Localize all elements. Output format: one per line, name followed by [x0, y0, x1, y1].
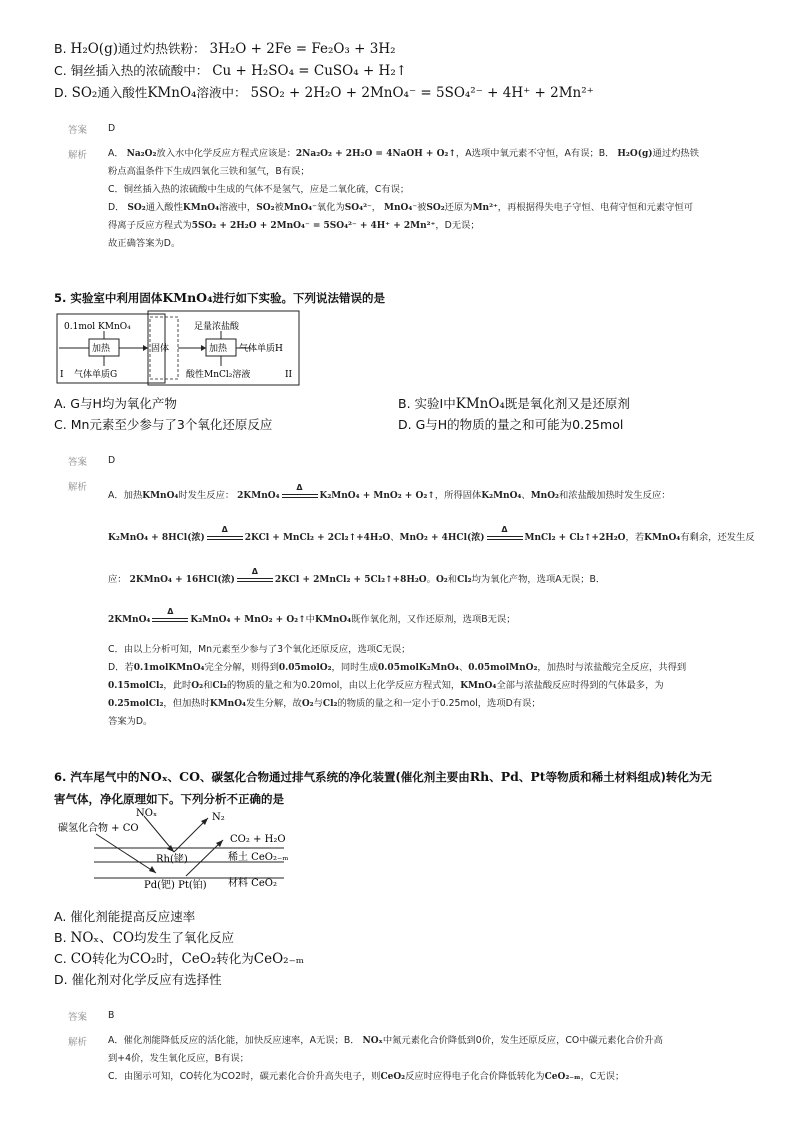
q4-analysis-line: C．铜丝插入热的浓硫酸中生成的气体不是氢气，应是二氧化硫，C有误；: [108, 184, 410, 195]
q6-diagram-pd: Pd(钯) Pt(铂): [144, 880, 207, 891]
analysis-label: 解析: [68, 482, 88, 493]
q6-diagram-nox: NOₓ: [136, 808, 158, 819]
q5-diagram-heat2: 加热: [209, 344, 228, 354]
q5-analysis-line: A．加热KMnO₄时发生反应： 2KMnO₄ Δ K₂MnO₄ + MnO₂ + O₂↑，所得固体K₂MnO₄、MnO₂和浓盐酸加热时发生反应：: [108, 482, 671, 501]
delta-arrow: Δ: [280, 489, 320, 503]
answer-label: 答案: [68, 1012, 88, 1023]
q5-option-d: D. G与H的物质的量之和可能为0.25mol: [398, 417, 624, 432]
q5-experiment-diagram: [56, 310, 302, 386]
q6-diagram-n2: N₂: [212, 812, 225, 823]
q5-diagram-part1: I: [60, 370, 64, 380]
delta-arrow: Δ: [485, 531, 525, 545]
q5-analysis-line: 0.15molCl₂，此时O₂和Cl₂的物质的量之和为0.20mol，由以上化学反应方程式知，KMnO₄全部与浓盐酸反应时得到的气体最多，为: [108, 680, 664, 691]
delta-arrow: Δ: [235, 573, 275, 587]
q5-analysis-line: K₂MnO₄ + 8HCl(浓) Δ 2KCl + MnCl₂ + 2Cl₂↑+4H₂O、MnO₂ + 4HCl(浓) Δ MnCl₂ + Cl₂↑+2H₂O，若KMnO₄有剩余，还发生反: [108, 524, 755, 543]
q6-diagram-co2: CO₂ + H₂O: [230, 834, 286, 845]
delta-arrow: Δ: [150, 613, 190, 627]
q5-option-c: C. Mn元素至少参与了3个氧化还原反应: [54, 417, 273, 432]
q6-option-a: A. 催化剂能提高反应速率: [54, 909, 196, 924]
answer-label: 答案: [68, 457, 88, 468]
q5-diagram-part2: II: [285, 370, 293, 380]
q6-analysis-line: A．催化剂能降低反应的活化能，加快反应速率，A无误；B． NOₓ中氮元素化合价降低到0价，发生还原反应，CO中碳元素化合价升高: [108, 1035, 663, 1046]
analysis-label: 解析: [68, 1037, 88, 1048]
q6-option-d: D. 催化剂对化学反应有选择性: [54, 972, 222, 987]
q5-option-a: A. G与H均为氧化产物: [54, 396, 177, 411]
q6-catalyst-diagram: [56, 804, 296, 902]
q4-option-d: D. SO₂通入酸性KMnO₄溶液中： 5SO₂ + 2H₂O + 2MnO₄⁻ = 5SO₄²⁻ + 4H⁺ + 2Mn²⁺: [54, 85, 594, 101]
q5-answer: D: [108, 455, 116, 466]
q6-diagram-hc: 碳氢化合物 + CO: [58, 823, 139, 834]
q5-diagram-start: 0.1mol KMnO₄: [64, 322, 131, 332]
q5-diagram-solid: 固体: [151, 344, 170, 354]
q6-diagram-rare1: 稀土 CeO₂₋ₘ: [228, 852, 289, 863]
q4-analysis-line: 粉点高温条件下生成四氧化三铁和氢气，B有误；: [108, 166, 310, 177]
q5-option-b: B. 实验I中KMnO₄既是氧化剂又是还原剂: [398, 396, 630, 412]
q6-answer: B: [108, 1010, 115, 1021]
delta-arrow: Δ: [205, 531, 245, 545]
q4-analysis-line: D． SO₂通入酸性KMnO₄溶液中，SO₂被MnO₄⁻氧化为SO₄²⁻， MnO₄⁻被SO₂还原为Mn²⁺，再根据得失电子守恒、电荷守恒和元素守恒可: [108, 202, 694, 213]
q4-option-c: C. 铜丝插入热的浓硫酸中： Cu + H₂SO₄ = CuSO₄ + H₂↑: [54, 63, 408, 79]
q5-diagram-gas-h: 气体单质H: [239, 344, 283, 354]
analysis-label: 解析: [68, 150, 88, 161]
q6-analysis-line: 到+4价，发生氧化反应，B有误；: [108, 1053, 249, 1064]
q6-option-c: C. CO转化为CO₂时，CeO₂转化为CeO₂₋ₘ: [54, 951, 304, 967]
q6-diagram-rh: Rh(铑): [156, 854, 188, 865]
q4-analysis-line: 故正确答案为D。: [108, 238, 181, 249]
q5-analysis-line: 应： 2KMnO₄ + 16HCl(浓) Δ 2KCl + 2MnCl₂ + 5Cl₂↑+8H₂O。O₂和Cl₂均为氧化产物，选项A无误；B．: [108, 566, 606, 585]
q5-diagram-solution: 酸性MnCl₂溶液: [186, 370, 251, 380]
q5-analysis-line: 2KMnO₄ Δ K₂MnO₄ + MnO₂ + O₂↑中KMnO₄既作氧化剂，又作还原剂，选项B无误；: [108, 606, 516, 625]
q5-diagram-acid: 足量浓盐酸: [194, 322, 240, 332]
q5-diagram-heat: 加热: [92, 344, 111, 354]
q5-analysis-line: D．若0.1molKMnO₄完全分解，则得到0.05molO₂，同时生成0.05molK₂MnO₄、0.05molMnO₂，加热时与浓盐酸完全反应，共得到: [108, 662, 687, 673]
q4-analysis-line: 得离子反应方程式为5SO₂ + 2H₂O + 2MnO₄⁻ = 5SO₄²⁻ + 4H⁺ + 2Mn²⁺，D无误；: [108, 220, 480, 231]
q6-diagram-rare2: 材料 CeO₂: [228, 878, 277, 889]
q5-analysis-line: 0.25molCl₂，但加热时KMnO₄发生分解，故O₂与Cl₂的物质的量之和一定小于0.25mol，选项D有误；: [108, 698, 541, 709]
q5-analysis-line: 答案为D。: [108, 716, 153, 727]
q4-analysis-line: A． Na₂O₂放入水中化学反应方程式应该是：2Na₂O₂ + 2H₂O = 4NaOH + O₂↑，A选项中氧元素不守恒，A有误；B． H₂O(g)通过灼热铁: [108, 148, 700, 159]
q5-analysis-line: C．由以上分析可知，Mn元素至少参与了3个氧化还原反应，选项C无误；: [108, 644, 411, 655]
q5-diagram-gas-g: 气体单质G: [74, 370, 118, 380]
q4-option-b: B. H₂O(g)通过灼热铁粉： 3H₂O + 2Fe = Fe₂O₃ + 3H₂: [54, 41, 396, 57]
q6-option-b: B. NOₓ、CO均发生了氧化反应: [54, 930, 235, 946]
q5-stem: 5. 实验室中利用固体KMnO₄进行如下实验。下列说法错误的是: [54, 290, 386, 305]
q6-stem: 6. 汽车尾气中的NOₓ、CO、碳氢化合物通过排气系统的净化装置(催化剂主要由Rh、Pd、Pt等物质和稀土材料组成)转化为无: [54, 769, 712, 784]
answer-label: 答案: [68, 125, 88, 136]
q4-answer: D: [108, 123, 116, 134]
q6-analysis-line: C．由图示可知，CO转化为CO2时，碳元素化合价升高失电子，则CeO₂反应时应得电子化合价降低转化为CeO₂₋ₘ，C无误；: [108, 1071, 625, 1082]
q6-stem-cont: 害气体，净化原理如下。下列分析不正确的是: [54, 792, 284, 806]
